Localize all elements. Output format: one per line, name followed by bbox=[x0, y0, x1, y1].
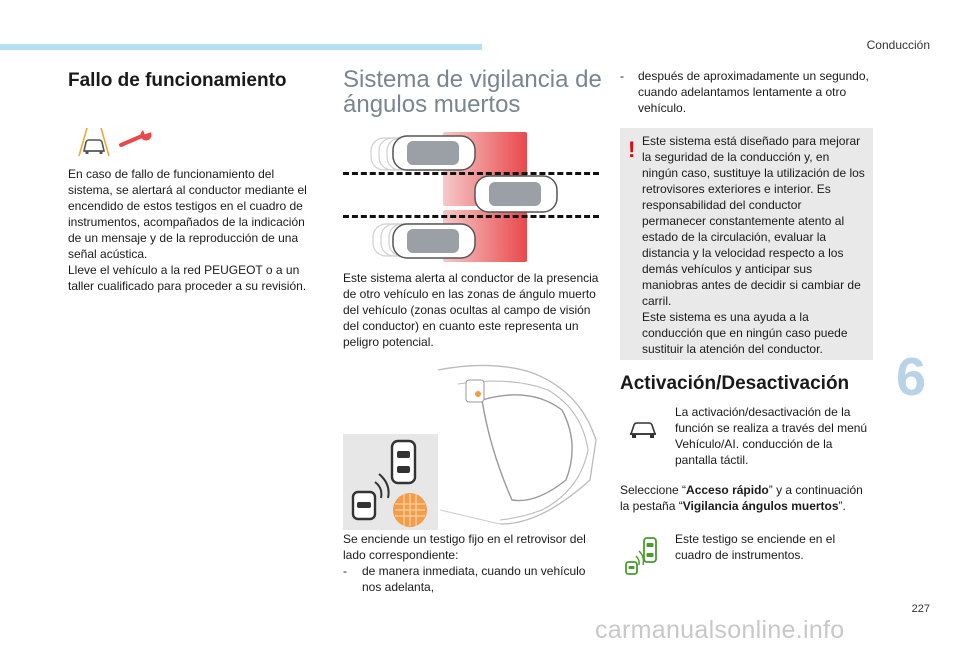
bullet-overtaken-text: de manera inmediata, cuando un vehículo nos adelanta, bbox=[362, 564, 586, 594]
mirror-warning-light bbox=[475, 391, 481, 397]
blind-spot-zones-diagram bbox=[343, 128, 598, 263]
page-number: 227 bbox=[911, 603, 930, 615]
quick-access-label: Acceso rápido bbox=[686, 483, 769, 497]
select-text-mid: ” y a continuación la pestaña “ bbox=[620, 483, 863, 513]
select-text-post: ”. bbox=[838, 499, 846, 513]
header-bar bbox=[0, 44, 482, 50]
warning-text-main: Este sistema está diseñado para mejorar la seguridad de la conducción y, en ningún caso, sustituye la utilización de los retrovisores exteriores e interior. Es responsabilidad del conductor permanecer constantemente atento al estado de la circulación, evaluar la distancia y la velocidad respecto a los demás vehículos y anticipar sus maniobras antes de decidir si cambiar de carril. bbox=[642, 134, 865, 308]
warning-exclamation-icon: ! bbox=[628, 137, 636, 162]
activation-title: Activación/Desactivación bbox=[620, 373, 850, 394]
activation-text: La activación/desactivación de la función se realiza a través del menú Vehículo/AI. conducción de la pantalla táctil. bbox=[675, 405, 868, 467]
section-title: Conducción bbox=[866, 38, 930, 52]
watermark: carmanualsonline.info bbox=[595, 616, 845, 644]
bullet-overtaking-text: después de aproximadamente un segundo, cuando adelantamos lentamente a otro vehículo. bbox=[638, 69, 869, 115]
mirror-illustration bbox=[430, 360, 602, 528]
lane-line-bottom bbox=[343, 215, 599, 218]
indicator-light-text: Se enciende un testigo fijo en el retrovisor del lado correspondiente: bbox=[343, 532, 586, 562]
warning-text-aid: Este sistema es una ayuda a la conducción que en ningún caso puede sustituir la atención del conductor. bbox=[642, 310, 848, 356]
bullet-dash: - bbox=[620, 69, 624, 83]
selection-instructions bbox=[620, 482, 872, 514]
lane-line-top bbox=[343, 172, 599, 175]
indicator-closeup-illustration bbox=[343, 434, 438, 530]
blind-spot-text: Este sistema alerta al conductor de la presencia de otro vehículo en las zonas de ángulo muerto del vehículo (zonas ocultas al campo de visión del conductor) en cuanto este representa un peligro potencial. bbox=[343, 271, 599, 349]
blind-spot-indicator-icon bbox=[622, 534, 664, 576]
warning-text bbox=[642, 133, 868, 357]
malfunction-service-text: Lleve el vehículo a la red PEUGEOT o a un taller cualificado para proceder a su revisión. bbox=[68, 263, 307, 293]
blind-spot-tab-label: Vigilancia ángulos muertos bbox=[682, 499, 839, 513]
bullet-dash: - bbox=[343, 564, 347, 578]
blind-spot-title-line2: ángulos muertos bbox=[343, 91, 521, 118]
malfunction-title: Fallo de funcionamiento bbox=[68, 70, 287, 91]
blind-spot-title-line1: Sistema de vigilancia de bbox=[343, 66, 602, 93]
chapter-tab: 6 bbox=[896, 347, 927, 407]
mirror-glass bbox=[482, 395, 572, 501]
car-settings-icon bbox=[628, 420, 658, 440]
malfunction-text: En caso de fallo de funcionamiento del sistema, se alertará al conductor mediante el encendido de estos testigos en el cuadro de instrumentos, acompañados de la indicación de un mensaje y de la reproducción de una señal acústica. bbox=[68, 167, 307, 261]
select-text-pre: Seleccione “ bbox=[620, 483, 687, 497]
indicator-on-text: Este testigo se enciende en el cuadro de instrumentos. bbox=[675, 532, 836, 562]
wrench-icon bbox=[118, 130, 154, 150]
blind-spot-title bbox=[343, 67, 602, 117]
